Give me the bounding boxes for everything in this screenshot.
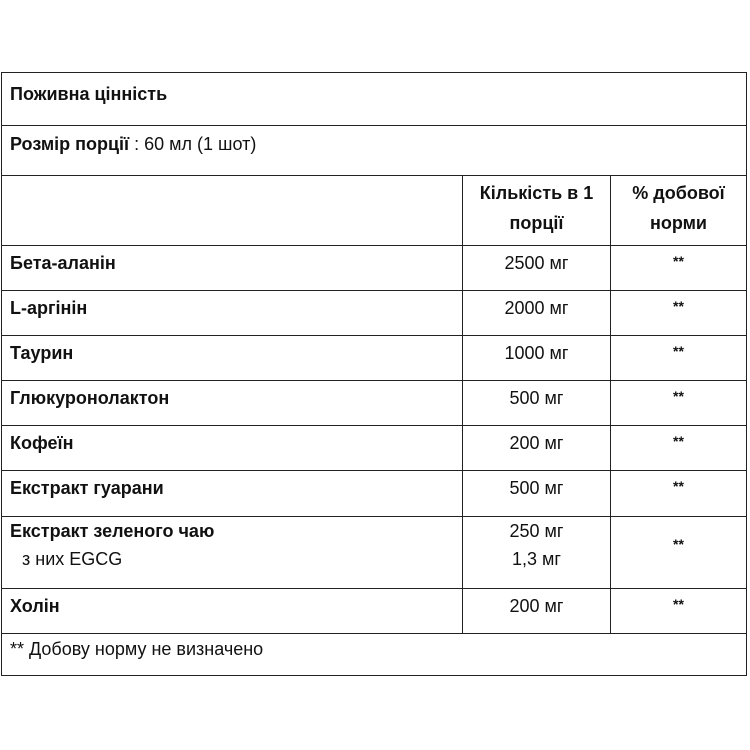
ingredient-name: Холін: [10, 596, 60, 616]
ingredient-dv: **: [673, 253, 684, 269]
header-amount: [463, 178, 610, 238]
table-row: [2, 336, 746, 381]
ingredient-amount: 2500 мг: [504, 253, 569, 273]
header-dv-line1: % добової: [632, 183, 725, 203]
serving-label: Розмір порції: [10, 134, 130, 154]
ingredient-dv: **: [673, 298, 684, 314]
table-row: [2, 471, 746, 517]
header-name-cell: [2, 176, 462, 245]
table-row: [2, 291, 746, 336]
ingredient-name: Екстракт гуарани: [10, 478, 164, 498]
ingredient-amount: 500 мг: [509, 388, 564, 408]
serving-row: [2, 126, 746, 176]
ingredient-sub-name: з них EGCG: [22, 549, 123, 569]
ingredient-sub-amount: 1,3 мг: [512, 549, 561, 569]
title-row: [2, 73, 746, 126]
footnote-row: [2, 634, 746, 675]
ingredient-dv: **: [673, 433, 684, 449]
ingredient-dv: **: [673, 596, 684, 612]
header-amount-line1: Кількість в 1: [479, 183, 594, 203]
header-dv: [611, 178, 746, 238]
ingredient-name: Таурин: [10, 343, 74, 363]
ingredient-name: L-аргінін: [10, 298, 88, 318]
ingredient-amount: 250 мг: [509, 521, 564, 541]
footnote: ** Добову норму не визначено: [10, 639, 264, 659]
nutrition-facts-table: [1, 72, 747, 676]
ingredient-amount: 200 мг: [509, 433, 564, 453]
serving-size: [10, 131, 256, 157]
ingredient-amount: 200 мг: [509, 596, 564, 616]
ingredient-dv: **: [673, 343, 684, 359]
ingredient-name: Бета-аланін: [10, 253, 116, 273]
column-header-row: [2, 176, 746, 246]
table-title: Поживна цінність: [10, 84, 168, 104]
ingredient-dv: **: [673, 536, 684, 552]
ingredient-name: Кофеїн: [10, 433, 74, 453]
table-row: [2, 589, 746, 634]
header-dv-line2: норми: [649, 213, 707, 233]
ingredient-name: Глюкуронолактон: [10, 388, 170, 408]
ingredient-amount: 500 мг: [509, 478, 564, 498]
ingredient-dv: **: [673, 388, 684, 404]
header-amount-cell: [462, 176, 610, 245]
table-row: [2, 246, 746, 291]
ingredient-dv: **: [673, 478, 684, 494]
header-dv-cell: [610, 176, 746, 245]
header-amount-line2: порції: [509, 213, 564, 233]
table-row: [2, 426, 746, 471]
table-row: [2, 381, 746, 426]
ingredient-amount: 1000 мг: [504, 343, 569, 363]
serving-value: 60 мл (1 шот): [144, 134, 257, 154]
serving-separator: :: [129, 134, 145, 154]
table-row: [2, 517, 746, 589]
ingredient-name: Екстракт зеленого чаю: [10, 521, 215, 541]
ingredient-amount: 2000 мг: [504, 298, 569, 318]
